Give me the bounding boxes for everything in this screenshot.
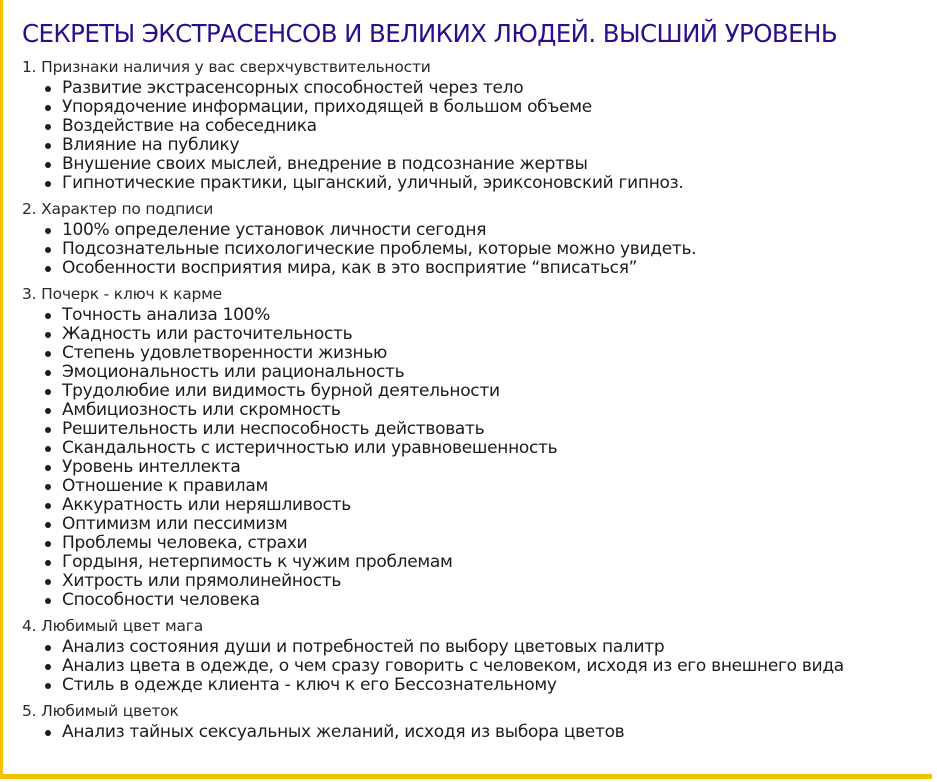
section-4: [22, 614, 927, 695]
list-item: Упорядочение информации, приходящей в большом объеме: [44, 98, 927, 117]
list-item: Влияние на публику: [44, 136, 927, 155]
section-heading: 5. Любимый цветок: [22, 702, 179, 720]
list-item: Хитрость или прямолинейность: [44, 572, 927, 591]
list-item: Проблемы человека, страхи: [44, 534, 927, 553]
section-2: [22, 197, 927, 278]
list-item: Трудолюбие или видимость бурной деятельности: [44, 382, 927, 401]
list-item: Отношение к правилам: [44, 477, 927, 496]
list-item: 100% определение установок личности сегодня: [44, 221, 927, 240]
list-item: Воздействие на собеседника: [44, 117, 927, 136]
list-item: Способности человека: [44, 591, 927, 610]
list-item: Подсознательные психологические проблемы, которые можно увидеть.: [44, 240, 927, 259]
list-item: Анализ тайных сексуальных желаний, исходя из выбора цветов: [44, 723, 927, 742]
list-item: Гордыня, нетерпимость к чужим проблемам: [44, 553, 927, 572]
section-heading: 1. Признаки наличия у вас сверхчувствительности: [22, 58, 431, 76]
section-heading: 4. Любимый цвет мага: [22, 617, 203, 635]
bullet-list: [22, 638, 927, 695]
list-item: Степень удовлетворенности жизнью: [44, 344, 927, 363]
list-item: Аккуратность или неряшливость: [44, 496, 927, 515]
list-item: Внушение своих мыслей, внедрение в подсознание жертвы: [44, 155, 927, 174]
list-item: Оптимизм или пессимизм: [44, 515, 927, 534]
list-item: Уровень интеллекта: [44, 458, 927, 477]
bullet-list: [22, 723, 927, 742]
list-item: Точность анализа 100%: [44, 306, 927, 325]
page-title: СЕКРЕТЫ ЭКСТРАСЕНСОВ И ВЕЛИКИХ ЛЮДЕЙ. ВЫСШИЙ УРОВЕНЬ: [22, 19, 838, 48]
section-3: [22, 282, 927, 610]
list-item: Решительность или неспособность действовать: [44, 420, 927, 439]
section-heading: 2. Характер по подписи: [22, 200, 214, 218]
list-item: Стиль в одежде клиента - ключ к его Бессознательному: [44, 676, 927, 695]
bullet-list: [22, 79, 927, 193]
section-heading: 3. Почерк - ключ к карме: [22, 285, 223, 303]
document-content: [22, 14, 927, 742]
list-item: Анализ цвета в одежде, о чем сразу говорить с человеком, исходя из его внешнего вида: [44, 657, 927, 676]
section-5: [22, 699, 927, 742]
list-item: Развитие экстрасенсорных способностей через тело: [44, 79, 927, 98]
list-item: Жадность или расточительность: [44, 325, 927, 344]
bullet-list: [22, 306, 927, 610]
sections-list: [22, 55, 927, 742]
bullet-list: [22, 221, 927, 278]
list-item: Эмоциональность или рациональность: [44, 363, 927, 382]
list-item: Скандальность с истеричностью или уравновешенность: [44, 439, 927, 458]
list-item: Амбициозность или скромность: [44, 401, 927, 420]
section-1: [22, 55, 927, 193]
list-item: Гипнотические практики, цыганский, уличный, эриксоновский гипноз.: [44, 174, 927, 193]
list-item: Особенности восприятия мира, как в это восприятие “вписаться”: [44, 259, 927, 278]
list-item: Анализ состояния души и потребностей по выбору цветовых палитр: [44, 638, 927, 657]
